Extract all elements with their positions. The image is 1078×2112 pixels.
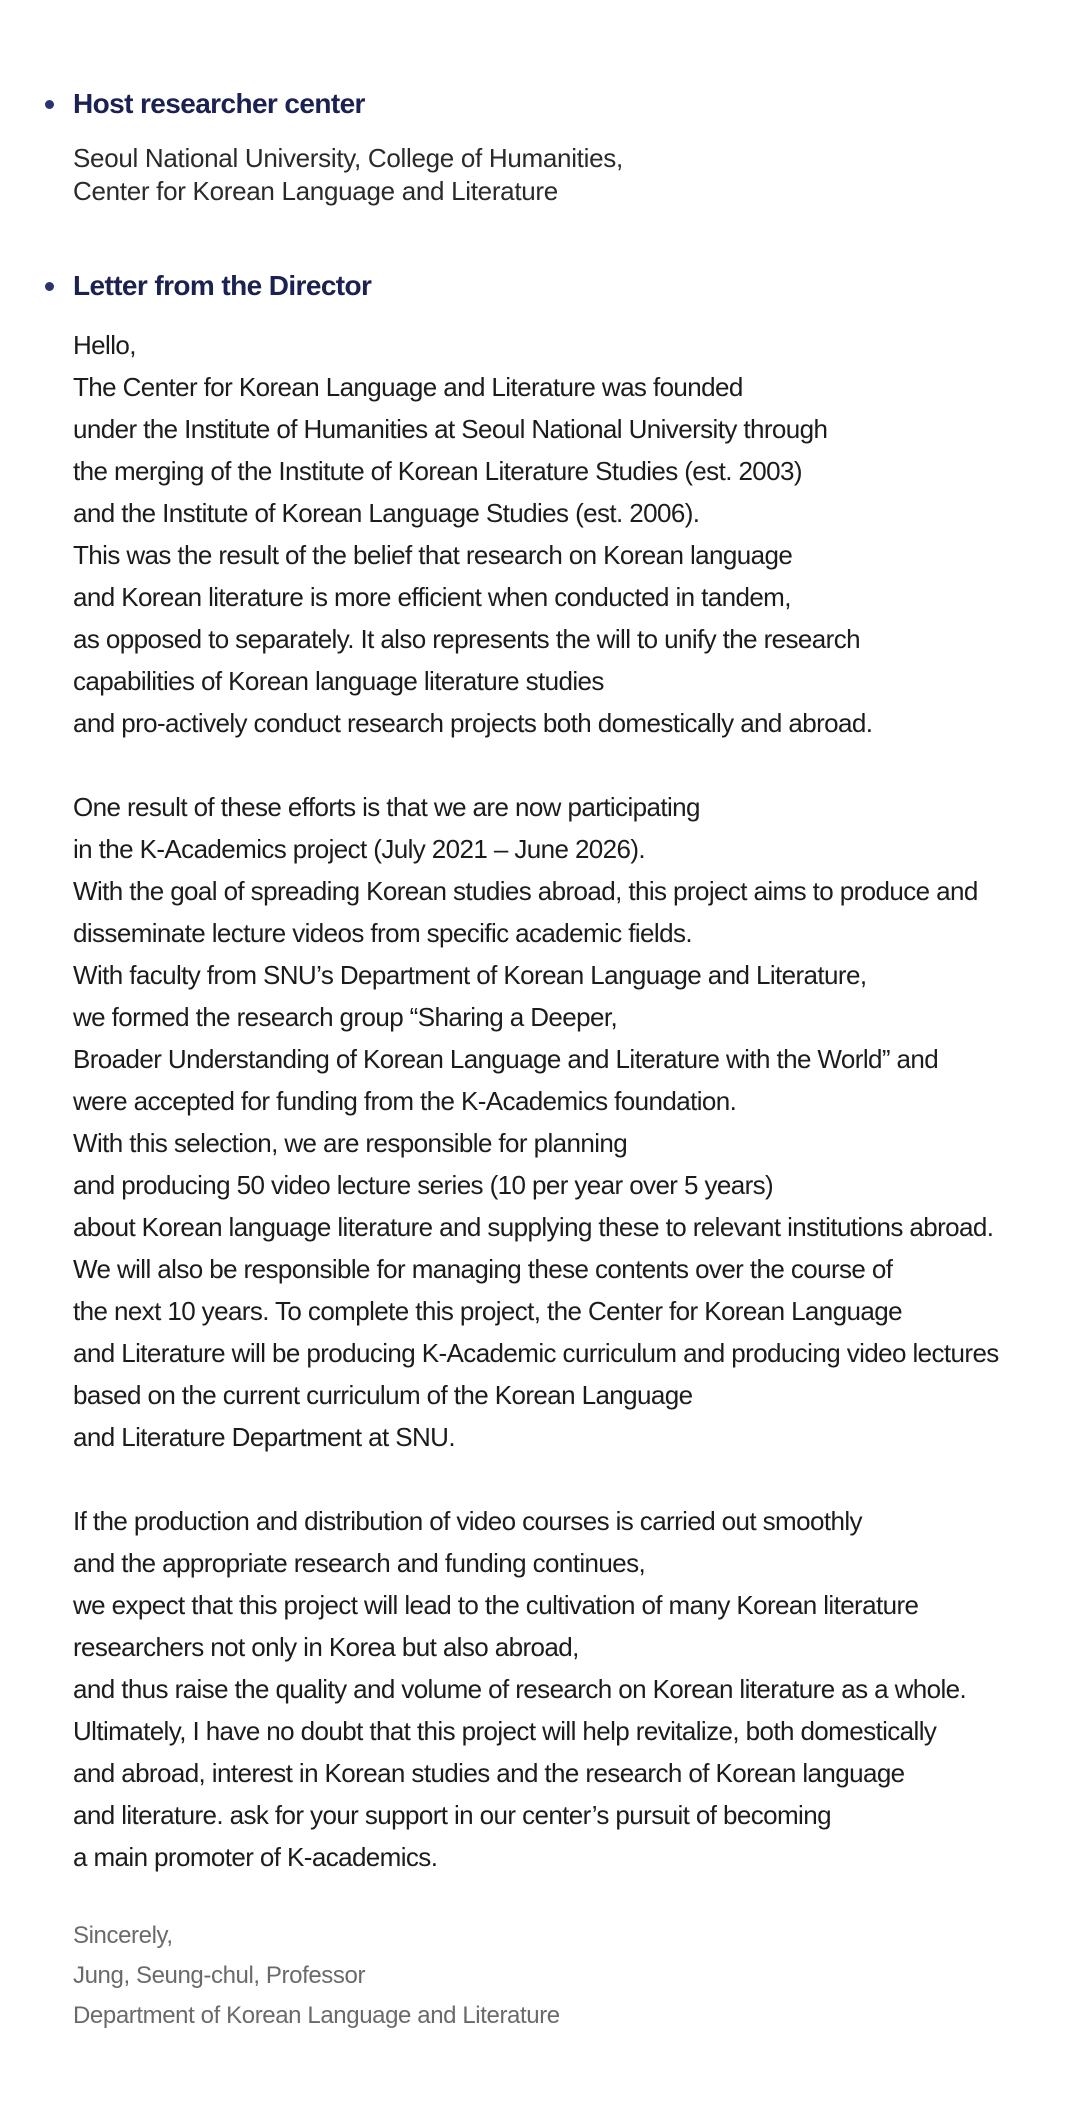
signature-closing: Sincerely, [73,1922,173,1949]
letter-paragraph-2 [73,786,1078,1458]
letter-line: One result of these efforts is that we are now participating [73,792,700,822]
letter-line: Ultimately, I have no doubt that this project will help revitalize, both domestically [73,1716,937,1746]
host-center-name [73,142,1078,208]
bullet-icon [45,100,54,109]
letter-paragraph-3 [73,1500,1078,1878]
letter-line: If the production and distribution of video courses is carried out smoothly [73,1506,862,1536]
letter-line: and the Institute of Korean Language Studies (est. 2006). [73,498,700,528]
letter-line: the merging of the Institute of Korean Literature Studies (est. 2003) [73,456,802,486]
signature-department: Department of Korean Language and Literature [73,2002,560,2029]
letter-line: With the goal of spreading Korean studies abroad, this project aims to produce and [73,876,978,906]
letter-line: Hello, [73,330,136,360]
signature-name: Jung, Seung-chul, Professor [73,1962,366,1989]
letter-line: and Korean literature is more efficient when conducted in tandem, [73,582,791,612]
letter-heading-text: Letter from the Director [73,270,372,301]
letter-line: a main promoter of K-academics. [73,1842,438,1872]
host-line: Center for Korean Language and Literature [73,176,558,206]
letter-line: and producing 50 video lecture series (10 per year over 5 years) [73,1170,774,1200]
letter-line: we formed the research group “Sharing a Deeper, [73,1002,618,1032]
host-section-heading [73,84,1078,124]
bullet-icon [45,282,54,291]
letter-line: about Korean language literature and supplying these to relevant institutions abroad. [73,1212,994,1242]
letter-line: we expect that this project will lead to the cultivation of many Korean literature [73,1590,919,1620]
letter-line: under the Institute of Humanities at Seoul National University through [73,414,828,444]
letter-line: and pro-actively conduct research projects both domestically and abroad. [73,708,873,738]
letter-line: and Literature Department at SNU. [73,1422,455,1452]
paragraph-spacer [73,744,1078,786]
letter-line: and thus raise the quality and volume of research on Korean literature as a whole. [73,1674,967,1704]
host-researcher-section [0,0,1078,208]
letter-line: capabilities of Korean language literature studies [73,666,604,696]
letter-line: and literature. ask for your support in our center’s pursuit of becoming [73,1800,831,1830]
host-heading-text: Host researcher center [73,88,365,119]
paragraph-spacer [73,1458,1078,1500]
letter-line: and abroad, interest in Korean studies and the research of Korean language [73,1758,905,1788]
director-letter-section [0,208,1078,2036]
letter-line: disseminate lecture videos from specific academic fields. [73,918,692,948]
letter-line: in the K-Academics project (July 2021 – June 2026). [73,834,646,864]
letter-line: based on the current curriculum of the Korean Language [73,1380,693,1410]
letter-body [73,324,1078,1878]
letter-signature [73,1916,1078,2036]
letter-line: the next 10 years. To complete this project, the Center for Korean Language [73,1296,902,1326]
letter-line: researchers not only in Korea but also abroad, [73,1632,579,1662]
letter-section-heading [73,266,1078,306]
letter-line: We will also be responsible for managing these contents over the course of [73,1254,893,1284]
letter-paragraph-1 [73,324,1078,744]
letter-line: This was the result of the belief that research on Korean language [73,540,793,570]
letter-line: The Center for Korean Language and Literature was founded [73,372,743,402]
letter-line: were accepted for funding from the K-Academics foundation. [73,1086,737,1116]
letter-line: and Literature will be producing K-Academic curriculum and producing video lectures [73,1338,999,1368]
letter-line: With this selection, we are responsible for planning [73,1128,628,1158]
host-line: Seoul National University, College of Humanities, [73,143,623,173]
letter-line: With faculty from SNU’s Department of Korean Language and Literature, [73,960,867,990]
letter-line: and the appropriate research and funding continues, [73,1548,646,1578]
letter-line: Broader Understanding of Korean Language and Literature with the World” and [73,1044,939,1074]
letter-line: as opposed to separately. It also represents the will to unify the research [73,624,860,654]
